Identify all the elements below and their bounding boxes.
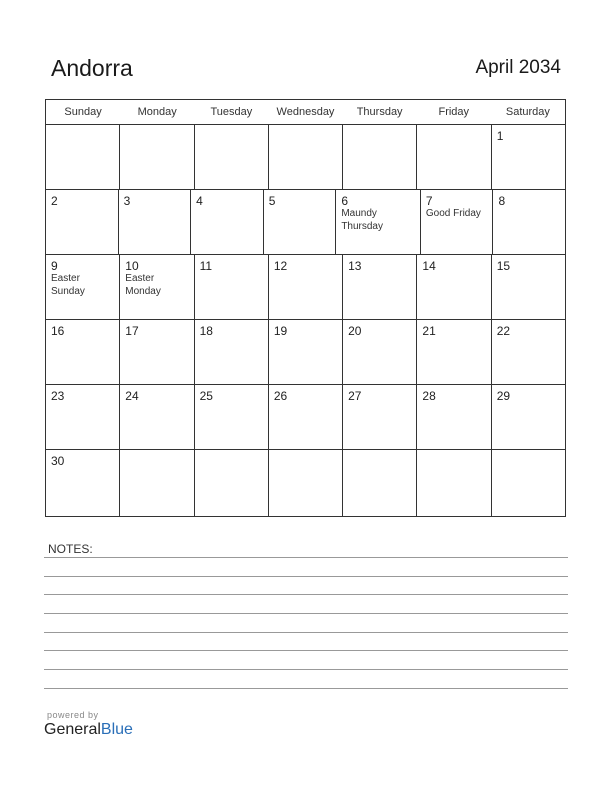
day-cell <box>492 450 565 516</box>
brand-name-blue: Blue <box>100 721 133 738</box>
day-cell <box>195 385 269 449</box>
powered-by-text: powered by <box>47 710 99 720</box>
weekday-monday: Monday <box>137 106 177 118</box>
day-number: 2 <box>51 194 58 208</box>
day-cell <box>417 385 491 449</box>
day-cell <box>46 190 119 254</box>
week-row <box>46 190 565 255</box>
note-line <box>44 613 568 614</box>
day-number: 24 <box>125 389 139 403</box>
day-number: 9 <box>51 259 58 273</box>
calendar-grid <box>45 99 566 517</box>
note-line <box>44 650 568 651</box>
note-line <box>44 632 568 633</box>
day-number: 14 <box>422 259 436 273</box>
weekday-header <box>46 100 565 125</box>
day-cell <box>120 385 194 449</box>
day-cell <box>46 450 120 516</box>
weekday-sunday: Sunday <box>64 106 102 118</box>
day-cell <box>195 125 269 189</box>
day-number: 20 <box>348 324 362 338</box>
day-cell <box>343 255 417 319</box>
day-number: 28 <box>422 389 436 403</box>
note-line <box>44 576 568 577</box>
day-number: 17 <box>125 324 139 338</box>
day-cell <box>421 190 494 254</box>
day-cell <box>46 125 120 189</box>
day-cell <box>417 450 491 516</box>
day-cell <box>417 255 491 319</box>
holiday-label: Easter Sunday <box>51 273 85 297</box>
holiday-label: Good Friday <box>425 208 481 219</box>
note-line <box>44 688 568 689</box>
day-number: 13 <box>348 259 362 273</box>
day-cell <box>195 450 269 516</box>
day-cell <box>46 320 120 384</box>
day-number: 30 <box>51 454 65 468</box>
week-row <box>46 385 565 450</box>
day-cell <box>120 450 194 516</box>
day-cell <box>492 320 565 384</box>
day-cell <box>343 320 417 384</box>
page-title-month: April 2034 <box>475 57 561 78</box>
week-row <box>46 125 565 190</box>
note-line <box>44 594 568 595</box>
day-cell <box>191 190 264 254</box>
holiday-label: Maundy Thursday <box>341 208 383 232</box>
day-number: 27 <box>348 389 362 403</box>
day-number: 5 <box>268 194 276 208</box>
day-number: 26 <box>273 389 288 403</box>
day-cell <box>269 320 343 384</box>
day-cell <box>269 125 343 189</box>
weekday-thursday: Thursday <box>356 106 403 118</box>
day-number: 7 <box>425 194 433 208</box>
day-number: 3 <box>123 194 131 208</box>
weekday-wednesday: Wednesday <box>276 106 335 118</box>
day-number: 29 <box>496 389 511 403</box>
week-row <box>46 450 565 516</box>
day-cell <box>46 385 120 449</box>
day-number: 10 <box>125 259 139 273</box>
day-number: 18 <box>199 324 213 338</box>
day-cell <box>336 190 421 254</box>
day-number: 8 <box>498 194 506 208</box>
day-cell <box>492 385 565 449</box>
notes-label: NOTES: <box>48 542 93 556</box>
weekday-friday: Friday <box>438 106 470 118</box>
day-cell <box>120 320 194 384</box>
day-number: 21 <box>422 324 436 338</box>
day-number: 12 <box>273 259 288 273</box>
week-row <box>46 320 565 385</box>
day-number: 16 <box>51 324 65 338</box>
day-number: 1 <box>496 129 504 143</box>
page-title-country: Andorra <box>51 55 133 81</box>
day-cell <box>343 385 417 449</box>
day-cell <box>120 255 194 319</box>
day-cell <box>493 190 565 254</box>
day-cell <box>269 450 343 516</box>
day-number: 19 <box>273 324 288 338</box>
weekday-tuesday: Tuesday <box>210 106 253 118</box>
day-cell <box>46 255 120 319</box>
day-number: 6 <box>341 194 348 208</box>
day-cell <box>417 320 491 384</box>
holiday-label: Easter Monday <box>125 273 161 297</box>
day-cell <box>343 125 417 189</box>
day-number: 11 <box>199 259 213 273</box>
day-number: 4 <box>196 194 203 208</box>
day-cell <box>417 125 491 189</box>
note-line <box>44 669 568 670</box>
day-cell <box>269 385 343 449</box>
day-number: 22 <box>496 324 511 338</box>
day-number: 15 <box>496 259 511 273</box>
weekday-saturday: Saturday <box>505 106 550 118</box>
day-number: 23 <box>51 389 65 403</box>
day-cell <box>269 255 343 319</box>
day-cell <box>343 450 417 516</box>
day-cell <box>264 190 337 254</box>
day-cell <box>492 255 565 319</box>
brand-logo <box>44 721 133 739</box>
day-cell <box>195 320 269 384</box>
note-line <box>44 557 568 558</box>
brand-name-general: General <box>44 721 101 738</box>
day-cell <box>195 255 269 319</box>
day-cell <box>120 125 194 189</box>
day-number: 25 <box>199 389 213 403</box>
day-cell <box>492 125 565 189</box>
day-cell <box>119 190 192 254</box>
week-row <box>46 255 565 320</box>
